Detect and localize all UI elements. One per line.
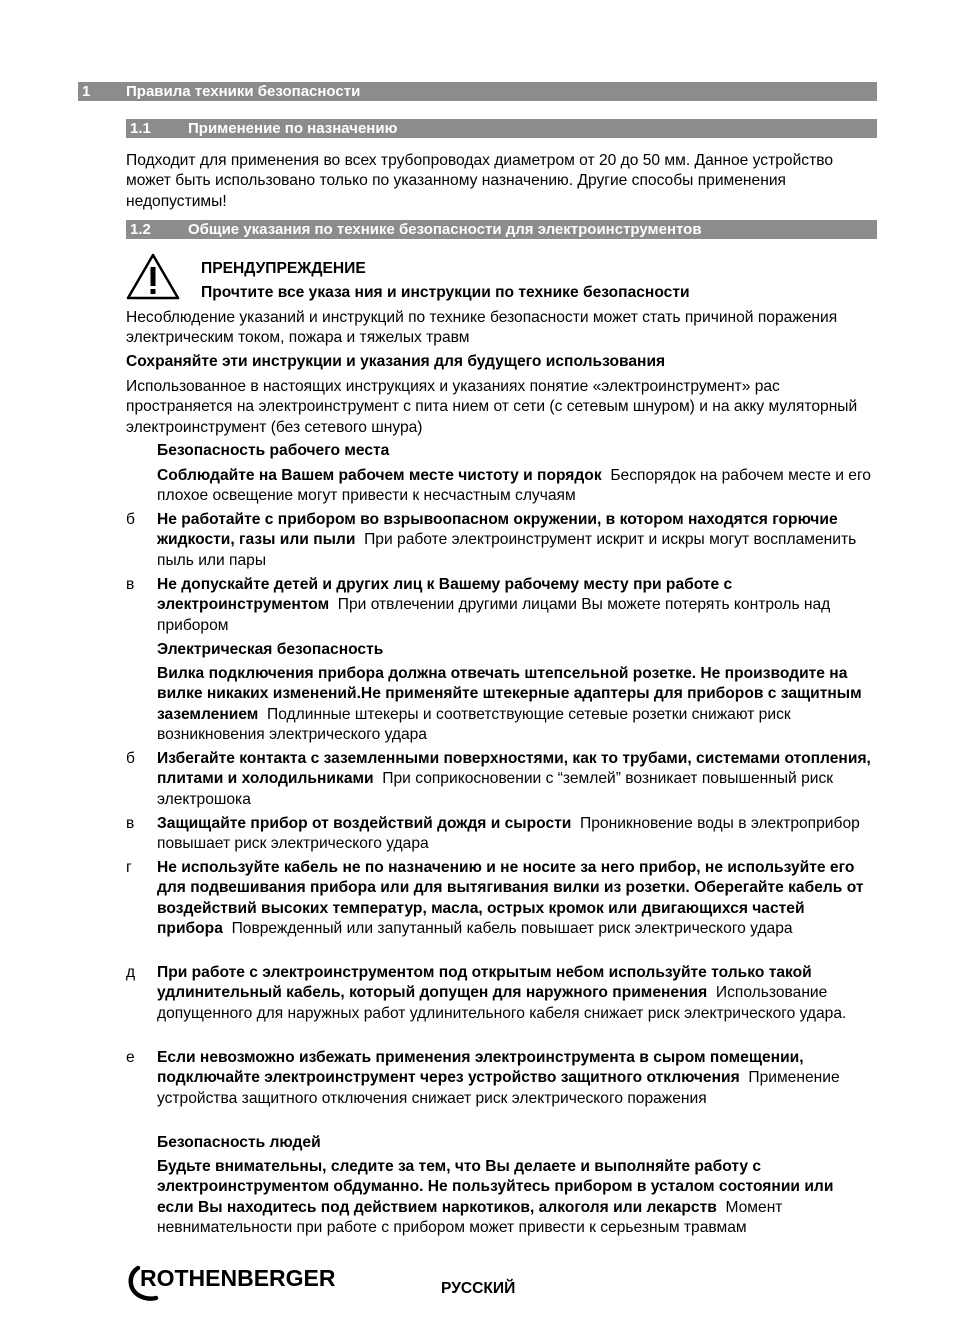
workplace-heading: Безопасность рабочего места	[157, 442, 390, 459]
list-item: Не используйте кабель не по назначению и не носите за него прибор, не используйте его для подвешивания прибора или для вытягивания вилки из розетки. Оберегайте кабель от воздействий высоких температур, масла, острых кромок или двигающихся частей прибора Поврежденный или запутанный кабель повышает риск электрического удара	[157, 859, 864, 937]
section-number: 1.1	[130, 120, 151, 137]
list-marker: в	[126, 576, 135, 593]
electrical-heading: Электрическая безопасность	[157, 641, 384, 658]
section-1-1-header	[126, 119, 877, 138]
section-title: Общие указания по технике безопасности для электроинструментов	[188, 221, 702, 238]
list-marker: б	[126, 750, 135, 767]
list-item: Не работайте с прибором во взрывоопасном окружении, в котором находятся горючие жидкости, газы или пыли При работе электроинструмент искрит и искры могут воспламенить пыль или пары	[157, 511, 857, 569]
warning-subtitle: Прочтите все указа ния и инструкции по технике безопасности	[201, 284, 690, 301]
brand-text: ROTHENBERGER	[140, 1265, 336, 1291]
list-marker: е	[126, 1049, 135, 1066]
list-item: Защищайте прибор от воздействий дождя и сырости Проникновение воды в электроприбор повышает риск электрического удара	[157, 815, 860, 853]
definition-paragraph: Использованное в настоящих инструкциях и указаниях понятие «электроинструмент» рас пространяется на электроинструмент с пита нием от сети (с сетевым шнуром) и на акку муляторный электроинструмент (без сетевого шнура)	[126, 378, 858, 436]
list-item: Будьте внимательны, следите за тем, что Вы делаете и выполняйте работу с электроинструментом обдуманно. Не пользуйтесь прибором в усталом состоянии или если Вы находитесь под действием наркотиков, алкоголя или лекарств Момент невнимательности при работе с прибором может привести к серьезным травмам	[157, 1158, 834, 1236]
warning-triangle-icon	[126, 252, 180, 300]
list-item: Если невозможно избежать применения электроинструмента в сыром помещении, подключайте электроинструмент через устройство защитного отключения Применение устройства защитного отключения снижает риск электрического поражения	[157, 1049, 840, 1107]
section-number: 1.2	[130, 221, 151, 238]
section-number: 1	[82, 83, 91, 100]
rothenberger-logo	[126, 1262, 362, 1302]
intro-paragraph: Подходит для применения во всех трубопроводах диаметром от 20 до 50 мм. Данное устройство может быть использовано только по указанному назначению. Другие способы применения недопустимы!	[126, 152, 834, 210]
list-item: При работе с электроинструментом под открытым небом используйте только такой удлинительный кабель, который допущен для наружного применения Использование допущенного для наружных работ удлинительного кабеля снижает риск электрического удара.	[157, 964, 847, 1022]
list-item: Соблюдайте на Вашем рабочем месте чистоту и порядок Беспорядок на рабочем месте и его плохое освещение могут привести к несчастным случаям	[157, 467, 871, 505]
section-title: Применение по назначению	[188, 120, 398, 137]
list-marker: б	[126, 511, 135, 528]
people-heading: Безопасность людей	[157, 1134, 321, 1151]
section-1-2-header	[126, 220, 877, 239]
list-item: Избегайте контакта с заземленными поверхностями, как то трубами, системами отопления, плитами и холодильниками При соприкосновении с “землей” возникает повышенный риск электрошока	[157, 750, 871, 808]
list-marker: д	[126, 964, 136, 981]
section-title: Правила техники безопасности	[126, 83, 361, 100]
footer-language: РУССКИЙ	[441, 1280, 516, 1297]
save-instructions: Сохраняйте эти инструкции и указания для будущего использования	[126, 353, 666, 370]
list-item: Вилка подключения прибора должна отвечать штепсельной розетке. Не производите на вилке никаких изменений.Не применяйте штекерные адаптеры для приборов с защитным заземлением Подлинные штекеры и соответствующие сетевые розетки снижают риск возникновения электрического удара	[157, 665, 862, 743]
list-marker: в	[126, 815, 135, 832]
warning-text: Несоблюдение указаний и инструкций по технике безопасности может стать причиной поражения электрическим током, пожара и тяжелых травм	[126, 309, 838, 347]
list-item: Не допускайте детей и других лиц к Вашему рабочему месту при работе с электроинструментом При отвлечении другими лицами Вы можете потерять контроль над прибором	[157, 576, 831, 634]
section-1-header	[78, 82, 877, 101]
warning-title: ПРЕНДУПРЕЖДЕНИЕ	[201, 260, 366, 277]
list-marker: г	[126, 859, 132, 876]
